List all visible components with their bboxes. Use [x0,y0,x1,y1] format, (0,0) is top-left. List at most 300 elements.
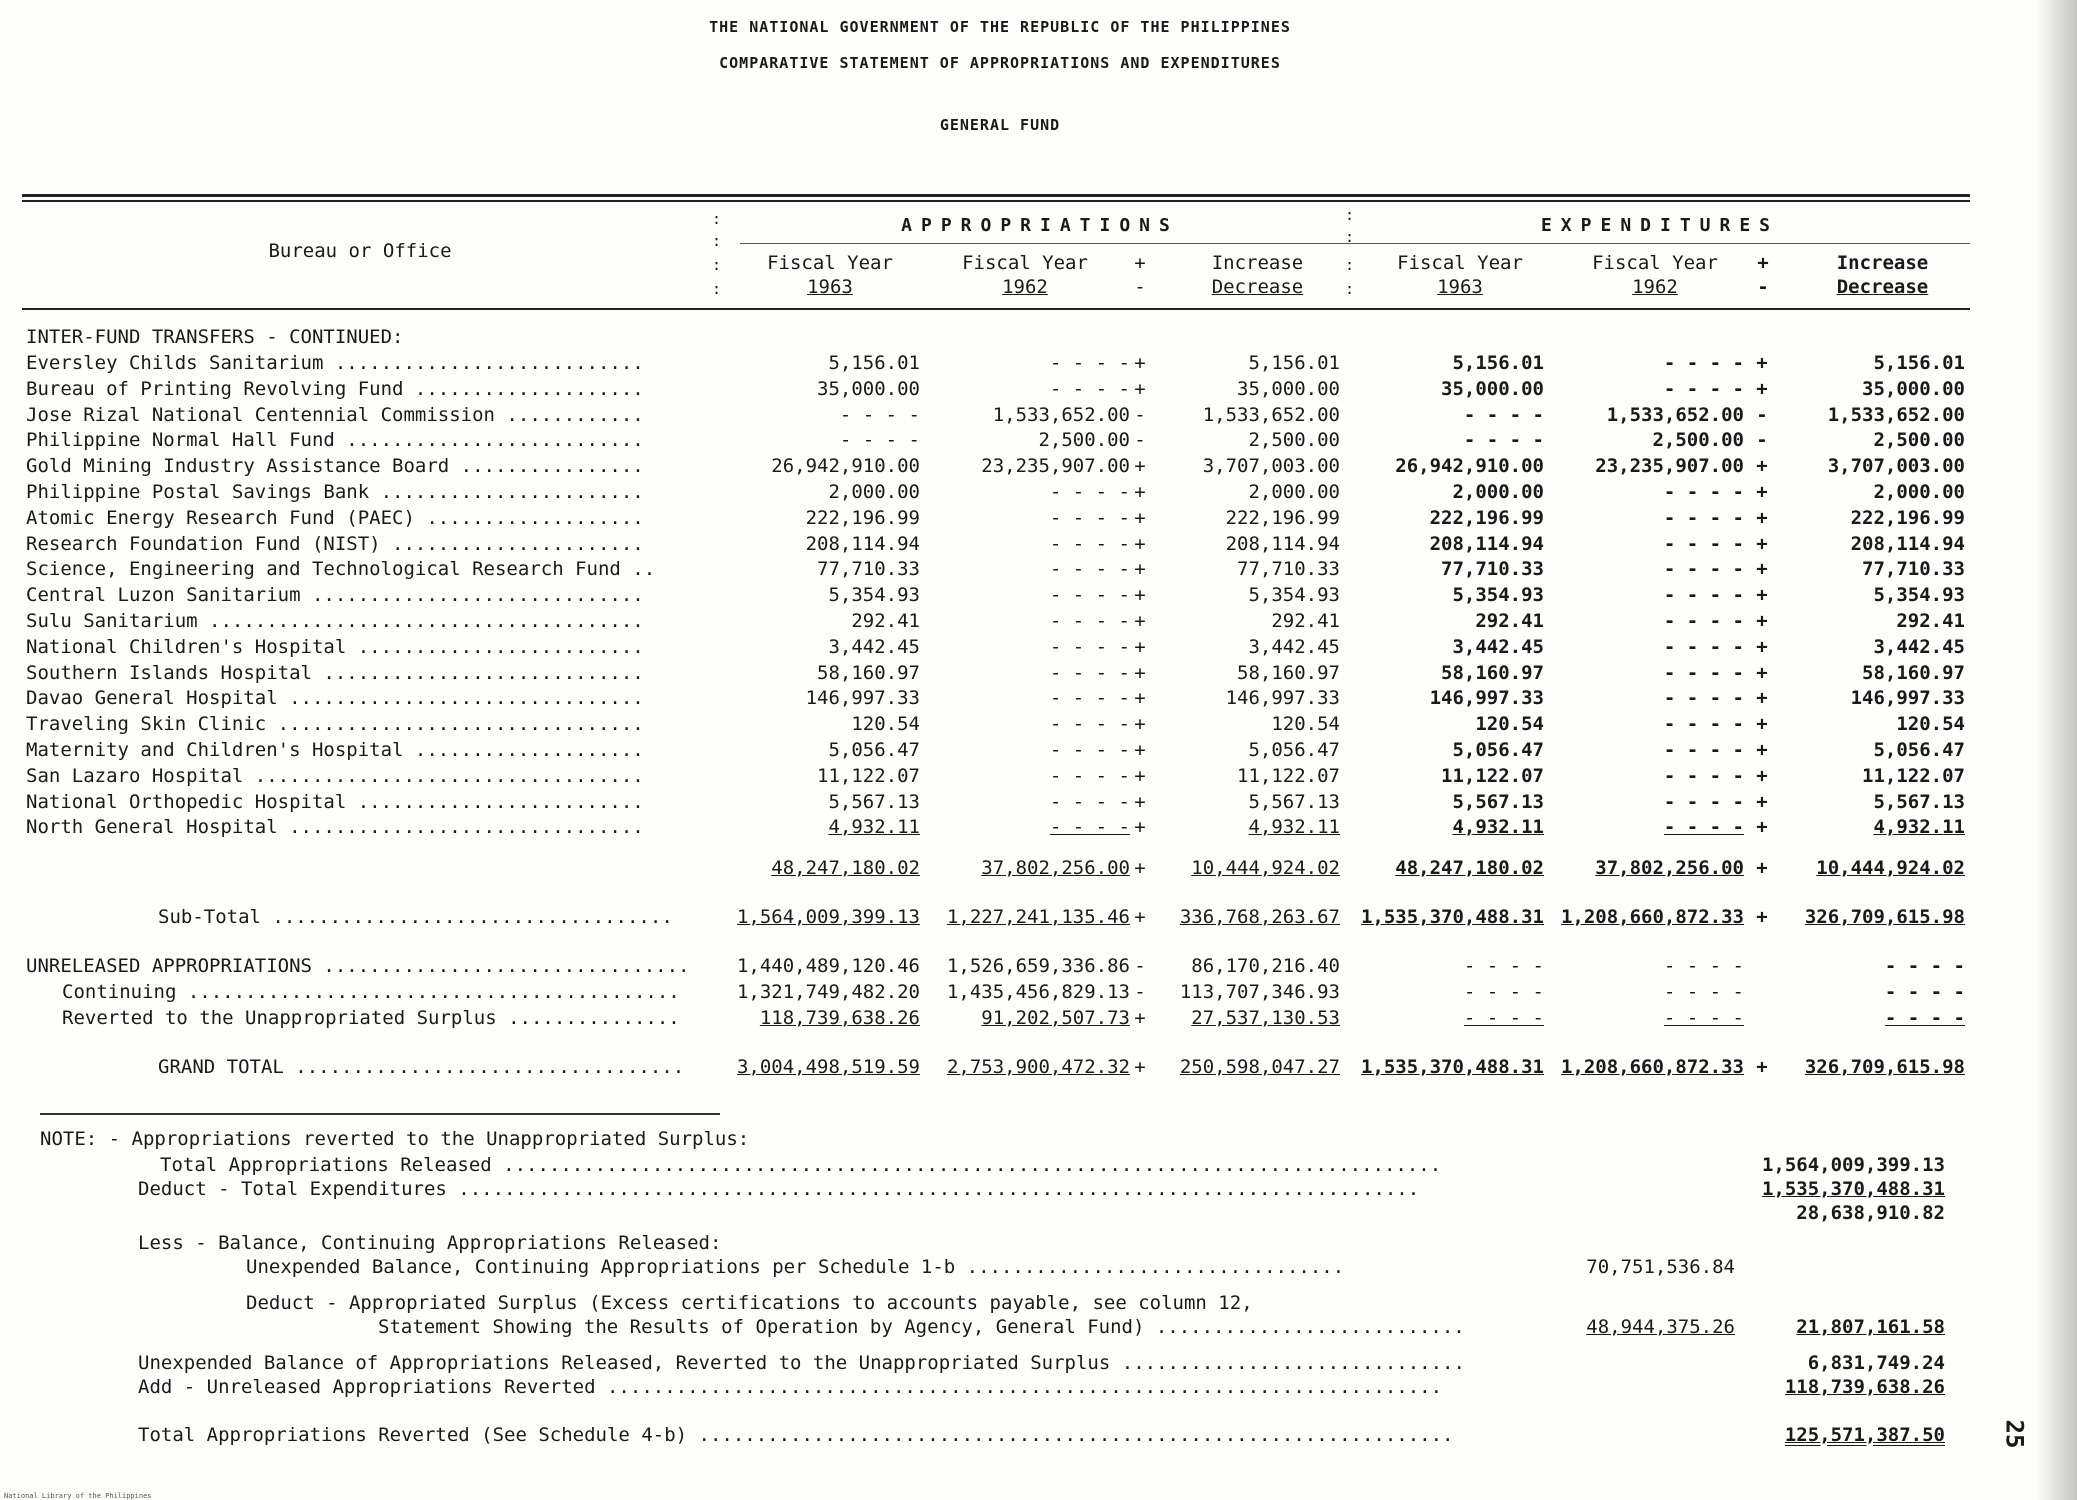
table-row [0,636,2000,662]
cell-appr-1963: 26,942,910.00 [771,455,920,478]
cell-appr-1963: 5,156.01 [828,352,920,374]
cell-exp-1963: 77,710.33 [1441,558,1544,581]
cell-appr-sign: + [1134,352,1146,374]
note-unexpended-label: Unexpended Balance, Continuing Appropriations per Schedule 1-b ................................. [246,1256,1345,1278]
table-row [0,610,2000,636]
cell-exp-sign: + [1756,558,1768,581]
cell-exp-sign: + [1756,635,1768,658]
cell-exp-1963: 120.54 [1475,713,1544,736]
cell-appr-1962: 2,500.00 [1038,429,1130,452]
cell-exp-incdec: 3,707,003.00 [1827,455,1965,478]
cell-appr-incdec: 2,500.00 [1248,429,1340,452]
note-deduct-value: 1,535,370,488.31 [1761,1178,1945,1200]
header-line-1: THE NATIONAL GOVERNMENT OF THE REPUBLIC OF THE PHILIPPINES [709,18,1291,36]
cell-appr-1963: 222,196.99 [805,506,920,529]
cell-appr-1963: 11,122.07 [817,764,920,787]
cell-appr-incdec: 292.41 [1271,610,1340,632]
row-label: Central Luzon Sanitarium ............................. [26,584,644,607]
table-row [0,533,2000,559]
row-label: Maternity and Children's Hospital .................... [26,739,644,761]
table-row [0,481,2000,507]
row-label: Atomic Energy Research Fund (PAEC) ................... [26,506,644,529]
cell-appr-1963: - - - - [839,403,920,426]
cell-appr-1962: - - - - [1049,790,1130,813]
cell-appr-sign: + [1134,558,1146,581]
cell-appr-1963: 1,564,009,399.13 [736,906,920,928]
cell-appr-sign: + [1134,481,1146,503]
cell-appr-1962: - - - - [1049,558,1130,581]
cell-appr-1963: 120.54 [851,713,920,736]
cell-appr-sign: + [1134,661,1146,684]
cell-exp-sign: - [1756,429,1768,452]
row-label: Eversley Childs Sanitarium ........................... [26,352,644,374]
note-separator-rule [40,1113,720,1115]
cell-exp-1962: - - - - [1663,558,1744,581]
cell-exp-1962: - - - - [1663,955,1744,977]
cell-appr-1963: 1,321,749,482.20 [736,981,920,1003]
cell-exp-1963: 292.41 [1475,610,1544,632]
note-add-value: 118,739,638.26 [1784,1376,1945,1398]
note-unexp-balance-value: 6,831,749.24 [1807,1352,1945,1374]
cell-exp-1963: 4,932.11 [1452,816,1544,839]
cell-appr-incdec: 11,122.07 [1237,764,1340,787]
cell-exp-1962: - - - - [1663,481,1744,503]
row-label: Southern Islands Hospital ............................ [26,661,644,684]
cell-appr-incdec: 5,056.47 [1248,739,1340,761]
cell-appr-incdec: 35,000.00 [1237,377,1340,400]
cell-appr-sign: + [1134,906,1146,928]
cell-appr-1962: 1,533,652.00 [992,403,1130,426]
row-label: Philippine Normal Hall Fund .......................... [26,429,644,452]
exp-plus-heading: + [1757,252,1769,274]
cell-appr-1963: 2,000.00 [828,481,920,503]
cell-exp-1963: 5,354.93 [1452,584,1544,607]
cell-appr-1962: - - - - [1049,506,1130,529]
row-label: Research Foundation Fund (NIST) ...................... [26,532,644,555]
grand-total-row [0,1056,2000,1082]
cell-exp-1962: - - - - [1663,506,1744,529]
section-total-row [0,857,2000,883]
colon-sep: : [1345,228,1355,246]
cell-appr-sign: - [1134,981,1146,1003]
cell-exp-1962: 1,208,660,872.33 [1560,1056,1744,1078]
cell-appr-1962: - - - - [1049,532,1130,555]
header-bottom-rule [22,308,1970,310]
exp-decrease-heading: Decrease [1836,276,1929,298]
cell-exp-1962: - - - - [1663,816,1744,839]
cell-exp-sign: + [1756,764,1768,787]
exp-fy1963-heading: Fiscal Year [1397,252,1523,274]
cell-exp-1963: - - - - [1463,429,1544,452]
note-unexp-balance-label: Unexpended Balance of Appropriations Released, Reverted to the Unappropriated Surplus .............................. [138,1352,1465,1374]
cell-exp-incdec: - - - - [1884,981,1965,1003]
cell-exp-1962: - - - - [1663,1007,1744,1029]
cell-appr-sign: - [1134,429,1146,452]
row-label: Davao General Hospital ............................... [26,687,644,710]
cell-appr-sign: + [1134,377,1146,400]
section-title: INTER-FUND TRANSFERS - CONTINUED: [26,326,404,348]
cell-appr-1962: 1,526,659,336.86 [946,955,1130,977]
cell-appr-incdec: 3,442.45 [1248,635,1340,658]
cell-exp-incdec: 11,122.07 [1862,764,1965,787]
note-deduct-label: Deduct - Total Expenditures .................................................................................... [138,1178,1420,1200]
subtotal-label: Sub-Total ................................... [158,906,673,928]
note-heading: NOTE: - Appropriations reverted to the Unappropriated Surplus: [40,1128,750,1150]
appr-decrease-heading: Decrease [1211,276,1304,298]
cell-exp-incdec: 1,533,652.00 [1827,403,1965,426]
expenditures-heading: EXPENDITURES [1540,215,1780,236]
cell-exp-1963: - - - - [1463,403,1544,426]
cell-exp-sign: + [1756,481,1768,503]
cell-appr-incdec: 77,710.33 [1237,558,1340,581]
cell-appr-sign: + [1134,687,1146,710]
exp-fy1963-year: 1963 [1437,276,1483,298]
row-label: Bureau of Printing Revolving Fund .................... [26,377,644,400]
cell-exp-1963: 146,997.33 [1429,687,1544,710]
continuing-label: Continuing ........................................... [62,981,680,1003]
cell-exp-1963: 26,942,910.00 [1395,455,1544,478]
note-unexpended-value: 70,751,536.84 [1586,1256,1735,1278]
cell-appr-sign: - [1134,403,1146,426]
cell-appr-incdec: 146,997.33 [1225,687,1340,710]
cell-appr-incdec: 5,354.93 [1248,584,1340,607]
cell-appr-incdec: 250,598,047.27 [1179,1056,1340,1078]
cell-exp-incdec: 120.54 [1896,713,1965,736]
cell-exp-1963: 35,000.00 [1441,377,1544,400]
cell-exp-sign: + [1756,687,1768,710]
cell-appr-sign: + [1134,584,1146,607]
exp-fy1962-year: 1962 [1632,276,1678,298]
table-row [0,687,2000,713]
cell-appr-sign: - [1134,955,1146,977]
cell-exp-1963: 58,160.97 [1441,661,1544,684]
section-title-row [0,326,2000,352]
cell-appr-1962: - - - - [1049,352,1130,374]
row-label: North General Hospital ............................... [26,816,644,839]
table-row [0,429,2000,455]
cell-exp-incdec: 10,444,924.02 [1816,857,1965,879]
row-label: National Children's Hospital ......................... [26,635,644,658]
cell-exp-incdec: 222,196.99 [1850,506,1965,529]
row-label: Sulu Sanitarium ...................................... [26,610,644,632]
cell-exp-sign: + [1756,816,1768,839]
cell-appr-sign: + [1134,1007,1146,1029]
cell-exp-incdec: 4,932.11 [1873,816,1965,839]
table-row [0,455,2000,481]
cell-exp-incdec: 5,056.47 [1873,739,1965,761]
table-row [0,662,2000,688]
cell-exp-1963: 1,535,370,488.31 [1360,906,1544,928]
cell-exp-incdec: - - - - [1884,955,1965,977]
cell-appr-1962: 1,435,456,829.13 [946,981,1130,1003]
cell-exp-sign: + [1756,610,1768,632]
unreleased-label: UNRELEASED APPROPRIATIONS ................................ [26,955,690,977]
cell-appr-incdec: 1,533,652.00 [1202,403,1340,426]
row-label: Philippine Postal Savings Bank ....................... [26,481,644,503]
cell-exp-incdec: 35,000.00 [1862,377,1965,400]
cell-appr-sign: + [1134,635,1146,658]
cell-appr-1963: 5,354.93 [828,584,920,607]
cell-exp-1962: - - - - [1663,532,1744,555]
cell-appr-1963: 146,997.33 [805,687,920,710]
appr-fy1963-heading: Fiscal Year [767,252,893,274]
cell-exp-sign: + [1756,790,1768,813]
cell-exp-sign: + [1756,661,1768,684]
cell-exp-1963: 222,196.99 [1429,506,1544,529]
table-row [0,404,2000,430]
cell-exp-sign: + [1756,352,1768,374]
row-label: Jose Rizal National Centennial Commission ............ [26,403,644,426]
cell-exp-1962: - - - - [1663,377,1744,400]
row-label: National Orthopedic Hospital ......................... [26,790,644,813]
cell-exp-sign: + [1756,377,1768,400]
cell-exp-incdec: 2,000.00 [1873,481,1965,503]
cell-exp-incdec: 292.41 [1896,610,1965,632]
cell-exp-sign: + [1756,584,1768,607]
cell-appr-sign: + [1134,790,1146,813]
cell-appr-1963: 1,440,489,120.46 [736,955,920,977]
cell-exp-sign: + [1756,1056,1768,1078]
cell-exp-1962: - - - - [1663,713,1744,736]
cell-exp-1963: 5,156.01 [1452,352,1544,374]
cell-appr-1963: - - - - [839,429,920,452]
table-row [0,791,2000,817]
cell-appr-1962: - - - - [1049,687,1130,710]
cell-exp-1963: - - - - [1463,1007,1544,1029]
colon-sep: : [712,280,722,298]
note-less-label: Less - Balance, Continuing Appropriations Released: [138,1232,722,1254]
subtotal-row [0,906,2000,932]
note-add-label: Add - Unreleased Appropriations Reverted ......................................................................... [138,1376,1443,1398]
cell-appr-incdec: 208,114.94 [1225,532,1340,555]
colon-sep: : [712,232,722,250]
header-line-3: GENERAL FUND [939,116,1061,134]
cell-exp-1962: - - - - [1663,635,1744,658]
appr-fy1962-heading: Fiscal Year [962,252,1088,274]
cell-exp-sign: + [1756,739,1768,761]
cell-appr-1962: - - - - [1049,713,1130,736]
cell-exp-1963: - - - - [1463,981,1544,1003]
appr-increase-heading: Increase [1211,252,1304,274]
appr-fy1962-year: 1962 [1002,276,1048,298]
cell-appr-sign: + [1134,713,1146,736]
cell-exp-1963: 48,247,180.02 [1395,857,1544,879]
cell-appr-1962: - - - - [1049,661,1130,684]
row-label: Science, Engineering and Technological Research Fund .. [26,558,656,581]
cell-appr-sign: + [1134,857,1146,879]
cell-exp-1963: 2,000.00 [1452,481,1544,503]
cell-exp-incdec: 326,709,615.98 [1804,1056,1965,1078]
top-rule [22,194,1970,197]
cell-exp-1962: - - - - [1663,610,1744,632]
cell-exp-1962: - - - - [1663,790,1744,813]
cell-exp-1962: 1,208,660,872.33 [1560,906,1744,928]
cell-exp-1963: 5,056.47 [1452,739,1544,761]
cell-appr-incdec: 222,196.99 [1225,506,1340,529]
cell-exp-1963: 1,535,370,488.31 [1360,1056,1544,1078]
cell-exp-sign: + [1756,455,1768,478]
note-released-value: 1,564,009,399.13 [1761,1154,1945,1176]
table-row [0,739,2000,765]
cell-appr-1962: - - - - [1049,584,1130,607]
reverted-label: Reverted to the Unappropriated Surplus ............... [62,1007,680,1029]
cell-appr-1962: - - - - [1049,635,1130,658]
cell-appr-incdec: 3,707,003.00 [1202,455,1340,478]
table-row [0,816,2000,842]
table-row [0,378,2000,404]
group-heading-rule [740,243,1970,244]
cell-exp-sign: + [1756,713,1768,736]
cell-exp-1962: - - - - [1663,661,1744,684]
table-row [0,765,2000,791]
cell-exp-1962: 2,500.00 [1652,429,1744,452]
cell-appr-1962: 91,202,507.73 [981,1007,1130,1029]
cell-exp-1962: - - - - [1663,764,1744,787]
top-rule-2 [22,200,1970,202]
colon-sep: : [1345,256,1355,274]
cell-appr-1962: - - - - [1049,377,1130,400]
cell-appr-1963: 5,567.13 [828,790,920,813]
colon-sep: : [712,210,722,228]
cell-exp-incdec: 5,354.93 [1873,584,1965,607]
cell-appr-incdec: 10,444,924.02 [1191,857,1340,879]
cell-appr-incdec: 86,170,216.40 [1191,955,1340,977]
exp-minus-heading: - [1757,276,1769,298]
note-surplus-label-1: Deduct - Appropriated Surplus (Excess certifications to accounts payable, see column 12, [246,1292,1253,1314]
cell-appr-1962: - - - - [1049,610,1130,632]
cell-exp-incdec: 5,156.01 [1873,352,1965,374]
cell-exp-1962: - - - - [1663,687,1744,710]
cell-exp-incdec: 77,710.33 [1862,558,1965,581]
cell-exp-sign: + [1756,857,1768,879]
cell-appr-1962: 23,235,907.00 [981,455,1130,478]
cell-appr-1962: - - - - [1049,816,1130,839]
cell-appr-incdec: 2,000.00 [1248,481,1340,503]
cell-exp-1962: - - - - [1663,352,1744,374]
cell-exp-1962: - - - - [1663,584,1744,607]
cell-appr-1962: 37,802,256.00 [981,857,1130,879]
note-total-value: 125,571,387.50 [1784,1424,1945,1446]
footer-text: National Library of the Philippines [4,1492,152,1500]
cell-exp-1962: 1,533,652.00 [1606,403,1744,426]
appropriations-heading: APPROPRIATIONS [901,215,1179,236]
note-surplus-mid-value: 48,944,375.26 [1586,1316,1735,1338]
appr-minus-heading: - [1134,276,1146,298]
note-surplus-label-2: Statement Showing the Results of Operation by Agency, General Fund) ........................... [378,1316,1465,1338]
exp-fy1962-heading: Fiscal Year [1592,252,1718,274]
cell-appr-sign: + [1134,764,1146,787]
cell-appr-sign: + [1134,1056,1146,1078]
page-number: 25 [2000,1419,2029,1449]
cell-appr-1963: 48,247,180.02 [771,857,920,879]
cell-appr-sign: + [1134,816,1146,839]
cell-appr-1963: 35,000.00 [817,377,920,400]
exp-increase-heading: Increase [1836,252,1929,274]
cell-exp-incdec: 326,709,615.98 [1804,906,1965,928]
cell-appr-incdec: 4,932.11 [1248,816,1340,839]
table-row [0,584,2000,610]
cell-exp-incdec: 2,500.00 [1873,429,1965,452]
unreleased-row [0,955,2000,981]
cell-appr-incdec: 5,156.01 [1248,352,1340,374]
colon-sep: : [1345,206,1355,224]
cell-exp-1962: - - - - [1663,739,1744,761]
cell-exp-1963: 208,114.94 [1429,532,1544,555]
cell-appr-1963: 5,056.47 [828,739,920,761]
reverted-row [0,1007,2000,1033]
cell-appr-incdec: 113,707,346.93 [1179,981,1340,1003]
note-surplus-value: 21,807,161.58 [1796,1316,1945,1338]
bureau-heading: Bureau or Office [268,240,452,262]
appr-fy1963-year: 1963 [807,276,853,298]
colon-sep: : [1345,280,1355,298]
cell-appr-sign: + [1134,610,1146,632]
cell-exp-sign: - [1756,403,1768,426]
table-row [0,352,2000,378]
row-label: San Lazaro Hospital .................................. [26,764,644,787]
cell-appr-sign: + [1134,532,1146,555]
appr-plus-heading: + [1134,252,1146,274]
continuing-row [0,981,2000,1007]
cell-appr-1963: 58,160.97 [817,661,920,684]
table-row [0,713,2000,739]
cell-exp-sign: + [1756,506,1768,529]
cell-appr-incdec: 336,768,263.67 [1179,906,1340,928]
cell-appr-incdec: 58,160.97 [1237,661,1340,684]
colon-sep: : [712,256,722,274]
cell-exp-incdec: 146,997.33 [1850,687,1965,710]
table-row [0,558,2000,584]
cell-appr-1963: 118,739,638.26 [759,1007,920,1029]
cell-exp-incdec: 58,160.97 [1862,661,1965,684]
cell-exp-1963: 3,442.45 [1452,635,1544,658]
cell-appr-1963: 4,932.11 [828,816,920,839]
cell-appr-1963: 3,004,498,519.59 [736,1056,920,1078]
note-diff-value: 28,638,910.82 [1796,1202,1945,1224]
cell-appr-sign: + [1134,739,1146,761]
cell-appr-incdec: 27,537,130.53 [1191,1007,1340,1029]
cell-exp-1962: 23,235,907.00 [1595,455,1744,478]
cell-exp-1963: - - - - [1463,955,1544,977]
row-label: Gold Mining Industry Assistance Board ................ [26,455,644,478]
cell-exp-incdec: 208,114.94 [1850,532,1965,555]
cell-appr-incdec: 5,567.13 [1248,790,1340,813]
cell-appr-1962: - - - - [1049,739,1130,761]
cell-exp-1963: 5,567.13 [1452,790,1544,813]
cell-appr-1962: 1,227,241,135.46 [946,906,1130,928]
cell-appr-sign: + [1134,506,1146,529]
note-total-label: Total Appropriations Reverted (See Schedule 4-b) .................................................................. [138,1424,1454,1446]
cell-appr-sign: + [1134,455,1146,478]
scan-edge-shadow [2037,0,2077,1500]
grand-total-label: GRAND TOTAL .................................. [158,1056,685,1078]
note-released-label: Total Appropriations Released .................................................................................. [160,1154,1442,1176]
cell-appr-incdec: 120.54 [1271,713,1340,736]
header-line-2: COMPARATIVE STATEMENT OF APPROPRIATIONS AND EXPENDITURES [719,54,1281,72]
cell-appr-1963: 208,114.94 [805,532,920,555]
cell-appr-1963: 77,710.33 [817,558,920,581]
cell-appr-1962: 2,753,900,472.32 [946,1056,1130,1078]
cell-exp-1962: - - - - [1663,981,1744,1003]
cell-appr-1962: - - - - [1049,764,1130,787]
cell-appr-1963: 292.41 [851,610,920,632]
row-label: Traveling Skin Clinic ................................ [26,713,644,736]
cell-exp-sign: + [1756,906,1768,928]
cell-exp-incdec: - - - - [1884,1007,1965,1029]
cell-exp-incdec: 3,442.45 [1873,635,1965,658]
cell-exp-1963: 11,122.07 [1441,764,1544,787]
cell-exp-incdec: 5,567.13 [1873,790,1965,813]
